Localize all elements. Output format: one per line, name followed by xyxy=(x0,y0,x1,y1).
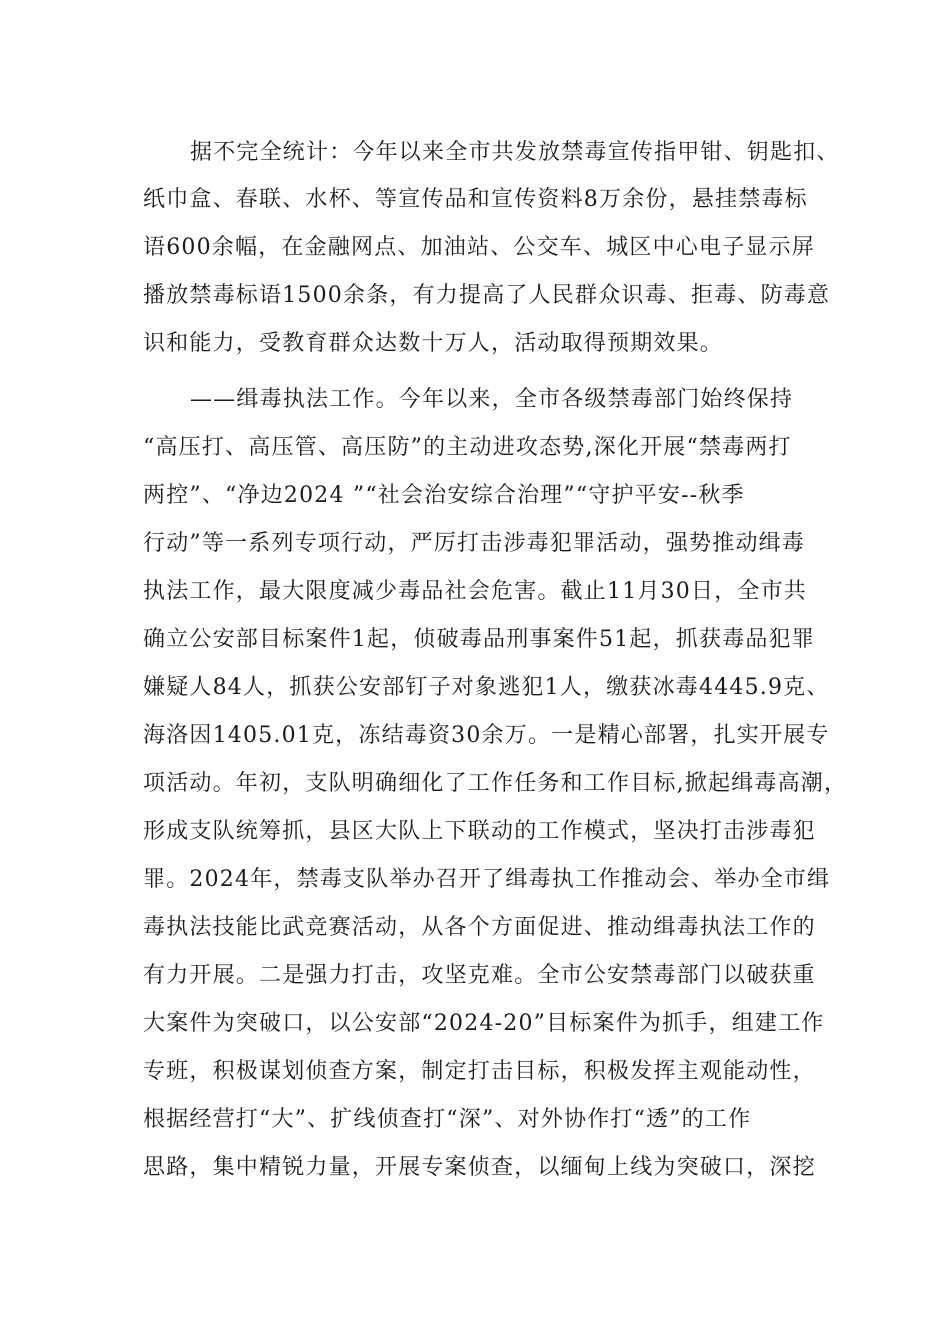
text-line: 毒执法技能比武竞赛活动，从各个方面促进、推动缉毒执法工作的 xyxy=(143,915,816,940)
text-line: 有力开展。二是强力打击，攻坚克难。全市公安禁毒部门以破获重 xyxy=(143,963,816,988)
text-line: ——缉毒执法工作。今年以来，全市各级禁毒部门始终保持 xyxy=(190,387,794,412)
text-line: 嫌疑人84人，抓获公安部钉子对象逃犯1人，缴获冰毒4445.9克、 xyxy=(143,675,830,700)
text-line: 确立公安部目标案件1起，侦破毒品刑事案件51起，抓获毒品犯罪 xyxy=(143,627,815,652)
text-line: “高压打、高压管、高压防”的主动进攻态势,深化开展“禁毒两打 xyxy=(143,435,792,460)
text-line: 语600余幅，在金融网点、加油站、公交车、城区中心电子显示屏 xyxy=(143,235,815,260)
text-line: 播放禁毒标语1500余条，有力提高了人民群众识毒、拒毒、防毒意 xyxy=(143,283,831,308)
text-line: 纸巾盒、春联、水杯、等宣传品和宣传资料8万余份，悬挂禁毒标 xyxy=(143,187,808,212)
text-line: 两控”、“净边2024 ”“社会治安综合治理”“守护平安--秋季 xyxy=(143,483,745,508)
text-line: 大案件为突破口，以公安部“2024-20”目标案件为抓手，组建工作 xyxy=(143,1011,825,1036)
text-line: 罪。2024年，禁毒支队举办召开了缉毒执工作推动会、举办全市缉 xyxy=(143,867,831,892)
text-line: 形成支队统筹抓，县区大队上下联动的工作模式，坚决打击涉毒犯 xyxy=(143,819,816,844)
text-line: 根据经营打“大”、扩线侦查打“深”、对外协作打“透”的工作 xyxy=(143,1107,752,1132)
text-line: 执法工作，最大限度减少毒品社会危害。截止11月30日，全市共 xyxy=(143,579,807,604)
text-line: 据不完全统计：今年以来全市共发放禁毒宣传指甲钳、钥匙扣、 xyxy=(190,140,840,165)
text-line: 思路，集中精锐力量，开展专案侦查，以缅甸上线为突破口，深挖 xyxy=(143,1155,816,1180)
text-line: 行动”等一系列专项行动，严厉打击涉毒犯罪活动，强势推动缉毒 xyxy=(143,531,806,556)
text-line: 海洛因1405.01克，冻结毒资30余万。一是精心部署，扎实开展专 xyxy=(143,723,830,748)
text-line: 专班，积极谋划侦查方案，制定打击目标，积极发挥主观能动性， xyxy=(143,1059,816,1084)
text-line: 识和能力，受教育群众达数十万人，活动取得预期效果。 xyxy=(143,331,724,356)
text-line: 项活动。年初，支队明确细化了工作任务和工作目标,掀起缉毒高潮， xyxy=(143,771,848,796)
